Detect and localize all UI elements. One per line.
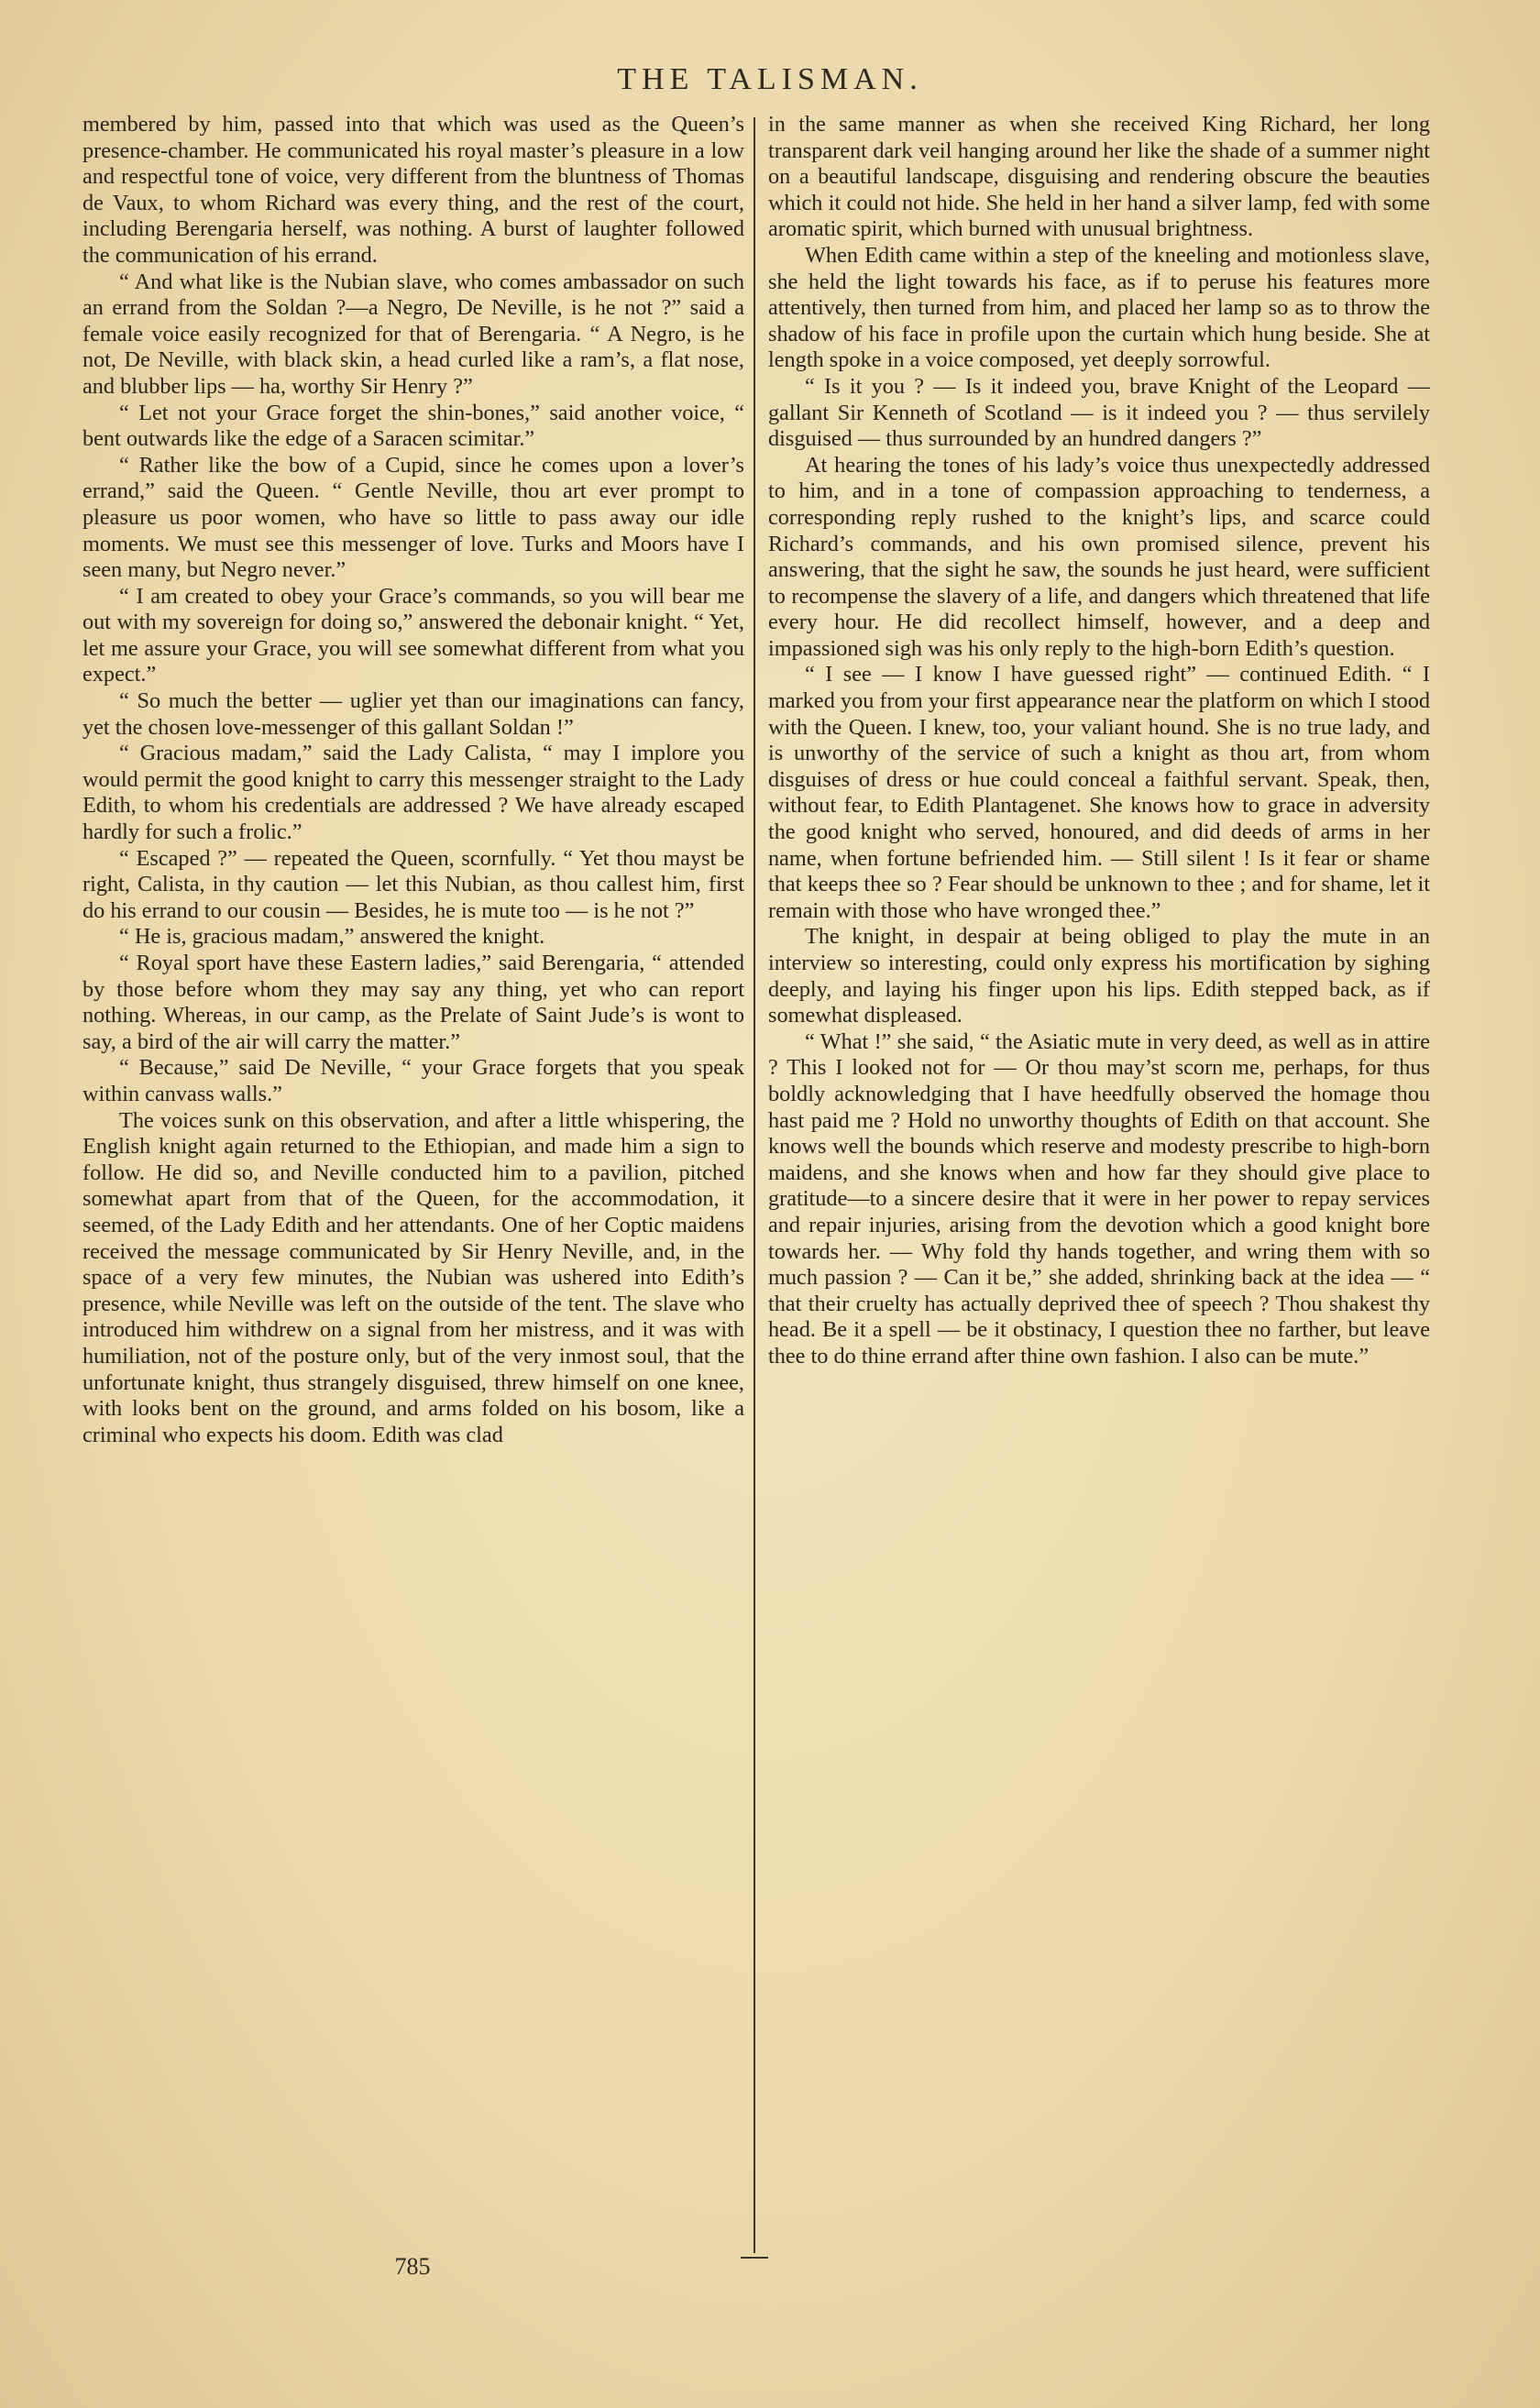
paragraph: “ What !” she said, “ the Asiatic mute in very deed, as well as in attire ? This I looked not for — Or thou may’st scorn me, perhaps, for thus boldly acknowledging that I have heedfully observed the homage thou hast paid me ? Hold no unworthy thoughts of Edith on that account. She knows well the bounds which reserve and modesty prescribe to high-born maidens, and she knows when and how far they should give place to gratitude—to a sincere desire that it were in her power to repay services and repair injuries, arising from the devotion which a good knight bore towards her. — Why fold thy hands together, and wring them with so much passion ? — Can it be,” she added, shrinking back at the idea — “ that their cruelty has actually deprived thee of speech ? Thou shakest thy head. Be it a spell — be it obstinacy, I question thee no farther, but leave thee to do thine errand after thine own fashion. I also can be mute.” xyxy=(768,1028,1430,1369)
paragraph: The knight, in despair at being obliged to play the mute in an interview so interesting, could only express his mortification by sighing deeply, and laying his finger upon his lips. Edith stepped back, as if somewhat displeased. xyxy=(768,924,1430,1028)
paragraph: “ He is, gracious madam,” answered the knight. xyxy=(119,924,545,950)
page-number: 785 xyxy=(394,2253,431,2280)
paragraph: “ I see — I know I have guessed right” — continued Edith. “ I marked you from your first appearance near the platform on which I stood with the Queen. I knew, too, your valiant hound. She is no true lady, and is unworthy of the service of such a knight as thou art, from whom disguises of dress or hue could conceal a faithful servant. Speak, then, without fear, to Edith Plantagenet. She knows how to grace in adversity the good knight who served, honoured, and did deeds of arms in her name, when fortune befriended him. — Still silent ! Is it fear or shame that keeps thee so ? Fear should be unknown to thee ; and for shame, let it remain with those who have wronged thee.” xyxy=(768,662,1430,923)
paragraph: membered by him, passed into that which was used as the Queen’s presence-chamber. He communicated his royal master’s pleasure in a low and respectful tone of voice, very different from the bluntness of Thomas de Vaux, to whom Richard was every thing, and the rest of the court, including Berengaria herself, was nothing. A burst of laughter followed the communication of his errand. xyxy=(82,112,744,268)
paragraph: “ Royal sport have these Eastern ladies,” said Berengaria, “ attended by those before whom they may say any thing, yet who can report nothing. Whereas, in our camp, as the Prelate of Saint Jude’s is wont to say, a bird of the air will carry the matter.” xyxy=(82,951,744,1054)
left-column xyxy=(82,112,744,2248)
paragraph: “ Is it you ? — Is it indeed you, brave Knight of the Leopard — gallant Sir Kenneth of Scotland — is it indeed you ? — thus servilely disguised — thus surrounded by an hundred dangers ?” xyxy=(768,373,1430,452)
paragraph: The voices sunk on this observation, and after a little whispering, the English knight again returned to the Ethiopian, and made him a sign to follow. He did so, and Neville conducted him to a pavilion, pitched somewhat apart from that of the Queen, for the accommodation, it seemed, of the Lady Edith and her attendants. One of her Coptic maidens received the message communicated by Sir Henry Neville, and, in the space of a very few minutes, the Nubian was ushered into Edith’s presence, while Neville was left on the outside of the tent. The slave who introduced him withdrew on a signal from her mistress, and it was with humiliation, not of the posture only, but of the very inmost soul, that the unfortunate knight, thus strangely disguised, threw himself on one knee, with looks bent on the ground, and arms folded on his bosom, like a criminal who expects his doom. Edith was clad xyxy=(82,1107,744,1447)
paragraph: in the same manner as when she received King Richard, her long transparent dark veil hanging around her like the shade of a summer night on a beautiful landscape, disguising and rendering obscure the beauties which it could not hide. She held in her hand a silver lamp, fed with some aromatic spirit, which burned with unusual brightness. xyxy=(768,112,1430,242)
paragraph: “ Rather like the bow of a Cupid, since he comes upon a lover’s errand,” said the Queen. “ Gentle Neville, thou art ever prompt to pleasure us poor women, who have so little to pass away our idle moments. We must see this messenger of love. Turks and Moors have I seen many, but Negro never.” xyxy=(82,452,744,583)
paragraph: “ So much the better — uglier yet than our imaginations can fancy, yet the chosen love-messenger of this gallant Soldan !” xyxy=(82,688,744,740)
running-title: THE TALISMAN. xyxy=(617,62,923,96)
paragraph: “ Because,” said De Neville, “ your Grace forgets that you speak within canvass walls.” xyxy=(82,1055,744,1106)
paragraph: “ And what like is the Nubian slave, who comes ambassador on such an errand from the Soldan ?—a Negro, De Neville, is he not ?” said a female voice easily recognized for that of Berengaria. “ A Negro, is he not, De Neville, with black skin, a head curled like a ram’s, a flat nose, and blubber lips — ha, worthy Sir Henry ?” xyxy=(82,269,744,399)
bottom-rule xyxy=(741,2257,768,2259)
paragraph: “ Escaped ?” — repeated the Queen, scornfully. “ Yet thou mayst be right, Calista, in thy caution — let this Nubian, as thou callest him, first do his errand to our cousin — Besides, he is mute too — is he not ?” xyxy=(82,845,744,923)
paragraph: At hearing the tones of his lady’s voice thus unexpectedly addressed to him, and in a tone of compassion approaching to tenderness, a corresponding reply rushed to the knight’s lips, and scarce could Richard’s commands, and his own promised silence, prevent his answering, that the sight he saw, the sounds he just heard, were sufficient to recompense the slavery of a life, and dangers which threatened that life every hour. He did recollect himself, however, and a deep and impassioned sigh was his only reply to the high-born Edith’s question. xyxy=(768,452,1430,661)
right-column xyxy=(768,112,1430,2248)
paragraph: “ I am created to obey your Grace’s commands, so you will bear me out with my sovereign for doing so,” answered the debonair knight. “ Yet, let me assure your Grace, you will see somewhat different from what you expect.” xyxy=(82,583,744,687)
paragraph: When Edith came within a step of the kneeling and motionless slave, she held the light towards his face, as if to peruse his features more attentively, then turned from him, and placed her lamp so as to throw the shadow of his face in profile upon the curtain which hung beside. She at length spoke in a voice composed, yet deeply sorrowful. xyxy=(768,242,1430,373)
column-divider xyxy=(754,117,755,2253)
paragraph: “ Let not your Grace forget the shin-bones,” said another voice, “ bent outwards like the edge of a Saracen scimitar.” xyxy=(82,400,744,452)
paragraph: “ Gracious madam,” said the Lady Calista, “ may I implore you would permit the good knight to carry this messenger straight to the Lady Edith, to whom his credentials are addressed ? We have already escaped hardly for such a frolic.” xyxy=(82,741,744,845)
